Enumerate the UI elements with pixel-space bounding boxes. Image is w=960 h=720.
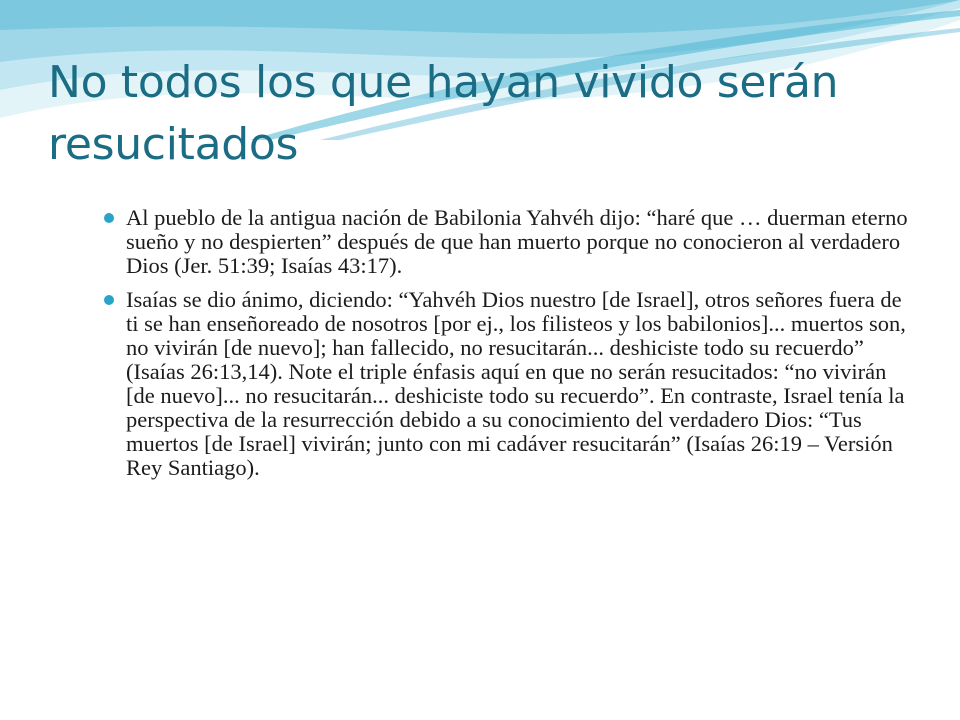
bullet-text: Al pueblo de la antigua nación de Babilonia Yahvéh dijo: “haré que … duerman eterno sueño y no despierten” después de que han muerto porque no conocieron al verdadero Dios (Jer. 51:39; Isaías 43:17). (126, 205, 908, 278)
bullet-dot-icon (104, 295, 114, 305)
bullet-item (104, 288, 914, 480)
bullet-list (104, 206, 914, 490)
slide-title: No todos los que hayan vivido serán resucitados (48, 57, 839, 170)
bullet-dot-icon (104, 213, 114, 223)
bullet-item (104, 206, 914, 278)
bullet-text: Isaías se dio ánimo, diciendo: “Yahvéh Dios nuestro [de Israel], otros señores fuera de ti se han enseñoreado de nosotros [por ej., los filisteos y los babilonios]... muertos son, no vivirán [de nuevo]; han fallecido, no resucitarán... deshiciste todo su recuerdo” (Isaías 26:13,14). Note el triple énfasis aquí en que no serán resucitados: “no vivirán [de nuevo]... no resucitarán... deshiciste todo su recuerdo”. En contraste, Israel tenía la perspectiva de la resurrección debido a su conocimiento del verdadero Dios: “Tus muertos [de Israel] vivirán; junto con mi cadáver resucitarán” (Isaías 26:19 – Versión Rey Santiago). (126, 287, 906, 480)
